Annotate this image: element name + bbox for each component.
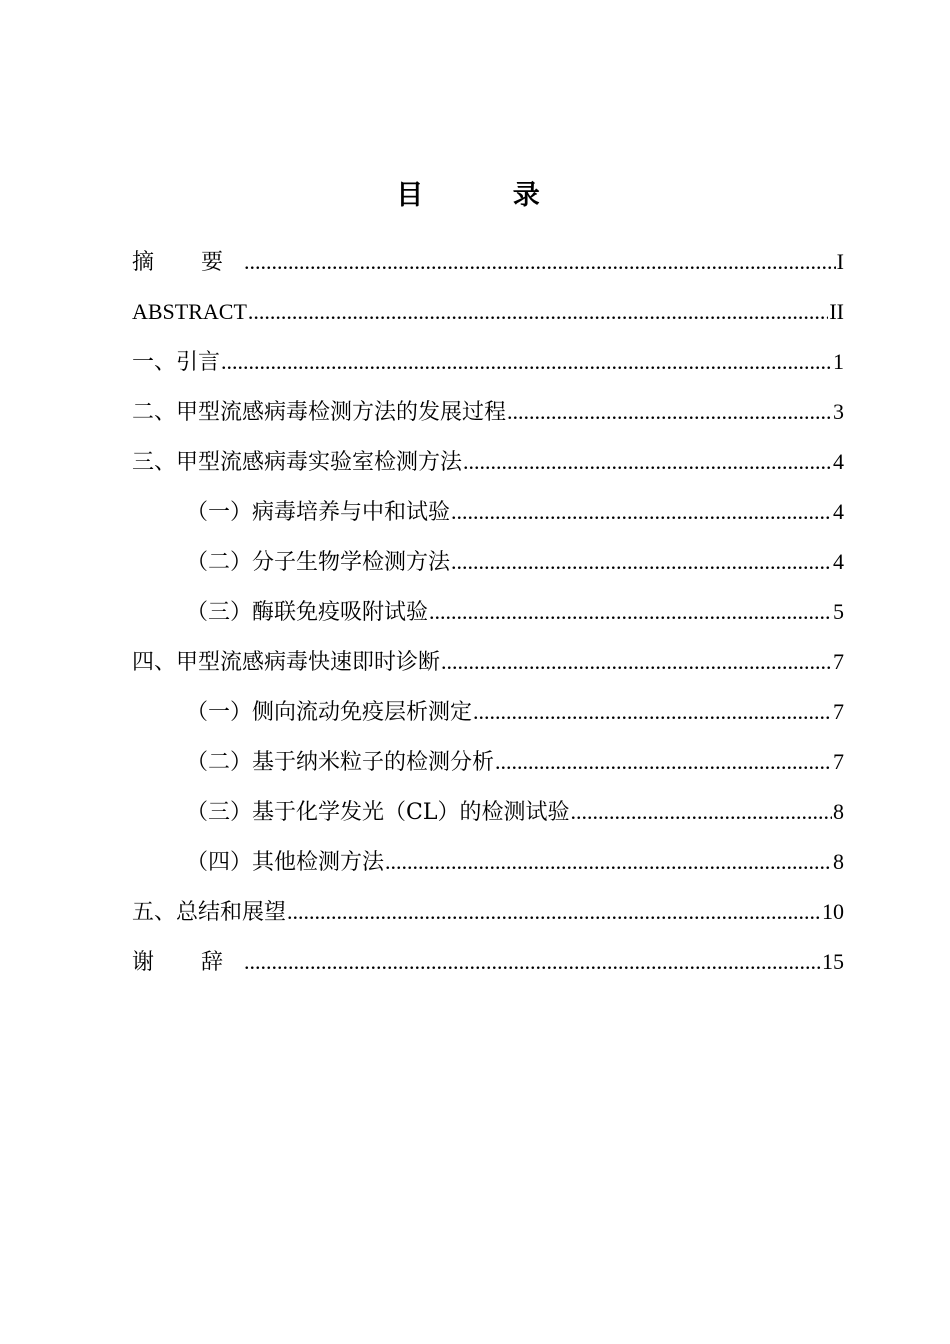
toc-page-number: 1 xyxy=(833,349,844,374)
toc-entry-label: （二）分子生物学检测方法 xyxy=(186,550,451,575)
toc-entry-label: （三）基于化学发光（CL）的检测试验 xyxy=(186,800,570,825)
toc-entry-label: （三）酶联免疫吸附试验 xyxy=(186,600,429,625)
toc-page-number: 8 xyxy=(833,799,844,824)
toc-entry-section-3[interactable] xyxy=(132,440,844,490)
toc-dot-leader xyxy=(451,540,832,584)
toc-page-number: 7 xyxy=(833,749,844,774)
page-title: 目 录 xyxy=(396,180,580,211)
toc-entry-label: 三、甲型流感病毒实验室检测方法 xyxy=(132,450,463,475)
toc-entry-label: （二）基于纳米粒子的检测分析 xyxy=(186,750,495,775)
toc-dot-leader xyxy=(451,490,832,534)
table-of-contents xyxy=(132,240,844,990)
toc-page-number: I xyxy=(836,249,844,274)
toc-dot-leader xyxy=(463,440,832,484)
toc-dot-leader xyxy=(248,290,828,334)
toc-entry-label: （一）侧向流动免疫层析测定 xyxy=(186,700,473,725)
toc-page-number: 4 xyxy=(833,499,844,524)
toc-entry-section-5[interactable] xyxy=(132,890,844,940)
toc-entry-label: ABSTRACT xyxy=(132,299,247,324)
toc-entry-abstract-en[interactable] xyxy=(132,290,844,340)
toc-dot-leader xyxy=(429,590,832,634)
toc-dot-leader xyxy=(570,790,832,834)
toc-entry-section-4-1[interactable] xyxy=(132,690,844,740)
toc-entry-section-3-2[interactable] xyxy=(132,540,844,590)
toc-entry-label: 一、引言 xyxy=(132,350,221,375)
toc-entry-label: 摘 要 xyxy=(132,250,243,275)
toc-entry-section-4-3[interactable] xyxy=(132,790,844,840)
toc-entry-section-4-2[interactable] xyxy=(132,740,844,790)
toc-page-number: 5 xyxy=(833,599,844,624)
toc-dot-leader xyxy=(507,390,832,434)
toc-dot-leader xyxy=(495,740,832,784)
toc-dot-leader xyxy=(473,690,832,734)
toc-dot-leader xyxy=(385,840,832,884)
toc-dot-leader xyxy=(244,940,821,984)
toc-entry-label: 五、总结和展望 xyxy=(132,900,287,925)
toc-entry-label: 谢 辞 xyxy=(132,950,243,975)
toc-page-number: 7 xyxy=(833,699,844,724)
toc-dot-leader xyxy=(287,890,821,934)
toc-page-number: 8 xyxy=(833,849,844,874)
toc-entry-label: 二、甲型流感病毒检测方法的发展过程 xyxy=(132,400,507,425)
toc-entry-label: （四）其他检测方法 xyxy=(186,850,385,875)
toc-entry-abstract-cn[interactable] xyxy=(132,240,844,290)
toc-entry-section-2[interactable] xyxy=(132,390,844,440)
toc-dot-leader xyxy=(441,640,832,684)
toc-dot-leader xyxy=(221,340,832,384)
toc-entry-section-3-1[interactable] xyxy=(132,490,844,540)
toc-page-number: 3 xyxy=(833,399,844,424)
toc-page-number: 4 xyxy=(833,549,844,574)
toc-dot-leader xyxy=(244,240,836,284)
toc-entry-section-4[interactable] xyxy=(132,640,844,690)
toc-page-number: 7 xyxy=(833,649,844,674)
toc-entry-section-4-4[interactable] xyxy=(132,840,844,890)
toc-entry-label: 四、甲型流感病毒快速即时诊断 xyxy=(132,650,441,675)
toc-entry-section-3-3[interactable] xyxy=(132,590,844,640)
toc-entry-acknowledgements[interactable] xyxy=(132,940,844,990)
toc-page-number: II xyxy=(829,299,844,324)
toc-page-number: 4 xyxy=(833,449,844,474)
toc-entry-label: （一）病毒培养与中和试验 xyxy=(186,500,451,525)
toc-entry-introduction[interactable] xyxy=(132,340,844,390)
toc-page-number: 10 xyxy=(822,899,844,924)
toc-page-number: 15 xyxy=(822,949,844,974)
